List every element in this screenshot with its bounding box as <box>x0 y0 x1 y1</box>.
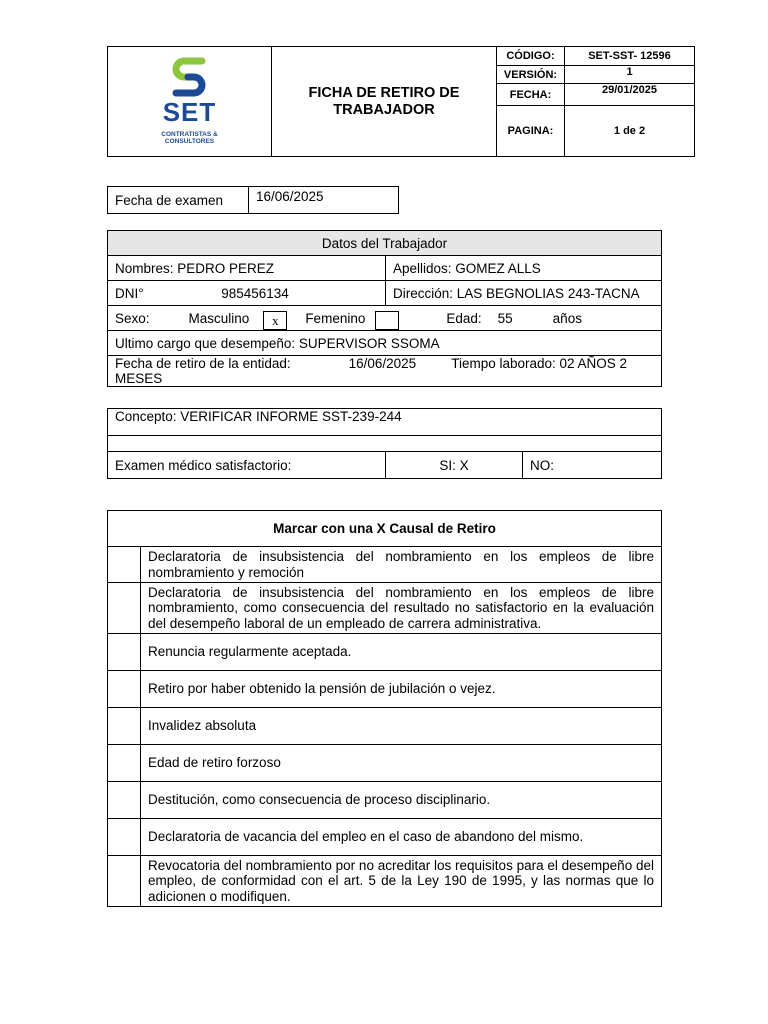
examen-medico-label: Examen médico satisfactorio: <box>108 452 386 479</box>
causal-item-8: Declaratoria de vacancia del empleo en el caso de abandono del mismo. <box>141 819 662 856</box>
company-logo <box>150 55 230 145</box>
causal-checkbox-4[interactable] <box>108 671 141 708</box>
fecha-value: 29/01/2025 <box>565 84 695 106</box>
dni-label: DNI° <box>115 285 144 301</box>
causal-title: Marcar con una X Causal de Retiro <box>108 511 662 547</box>
edad-value[interactable]: 55 <box>497 310 513 326</box>
sexo-edad-row <box>108 306 662 331</box>
logo-cell <box>108 47 272 157</box>
causal-checkbox-7[interactable] <box>108 782 141 819</box>
fecha-label: FECHA: <box>497 84 565 106</box>
dni-field[interactable] <box>108 281 386 306</box>
ultimo-cargo-field[interactable]: Ultimo cargo que desempeño: SUPERVISOR SSOMA <box>108 331 662 356</box>
sexo-label: Sexo: <box>115 310 150 326</box>
edad-unit: años <box>552 310 582 326</box>
pagina-label: PAGINA: <box>497 106 565 157</box>
logo-subtitle: CONTRATISTAS & CONSULTORES <box>161 131 218 145</box>
tiempo-laborado-cont: MESES <box>115 371 163 386</box>
causal-checkbox-6[interactable] <box>108 745 141 782</box>
causal-retiro-table <box>107 510 662 907</box>
causal-item-2: Declaratoria de insubsistencia del nombramiento en los empleos de libre nombramiento, como consecuencia del resultado no satisfactorio en la evaluación del desempeño laboral de un empleado de carrera administrativa. <box>141 583 662 634</box>
causal-item-3: Renuncia regularmente aceptada. <box>141 634 662 671</box>
examen-no-option[interactable]: NO: <box>523 452 662 479</box>
codigo-label: CÓDIGO: <box>497 47 565 66</box>
dni-value: 985456134 <box>221 285 289 301</box>
nombres-field[interactable]: Nombres: PEDRO PEREZ <box>108 256 386 281</box>
causal-checkbox-8[interactable] <box>108 819 141 856</box>
concepto-field[interactable]: Concepto: VERIFICAR INFORME SST-239-244 <box>108 409 662 436</box>
exam-date-table <box>107 186 399 214</box>
masculino-checkbox[interactable]: x <box>263 311 287 330</box>
worker-data-header: Datos del Trabajador <box>108 231 662 256</box>
examen-si-option[interactable]: SI: X <box>386 452 523 479</box>
causal-checkbox-9[interactable] <box>108 856 141 907</box>
fecha-retiro-value[interactable]: 16/06/2025 <box>348 356 417 371</box>
causal-checkbox-2[interactable] <box>108 583 141 634</box>
causal-item-9: Revocatoria del nombramiento por no acreditar los requisitos para el desempeño del empleo, de conformidad con el art. 5 de la Ley 190 de 1995, y las normas que lo adicionen o modifiquen. <box>141 856 662 907</box>
logo-s-icon <box>172 57 208 99</box>
worker-data-table <box>107 230 662 387</box>
version-label: VERSIÓN: <box>497 66 565 84</box>
logo-brand-text: SET <box>162 97 217 127</box>
causal-item-7: Destitución, como consecuencia de proceso disciplinario. <box>141 782 662 819</box>
masculino-label: Masculino <box>188 310 250 326</box>
document-header <box>107 46 695 157</box>
apellidos-field[interactable]: Apellidos: GOMEZ ALLS <box>386 256 662 281</box>
document-title: FICHA DE RETIRO DE TRABAJADOR <box>272 47 497 157</box>
causal-item-6: Edad de retiro forzoso <box>141 745 662 782</box>
concepto-blank-row[interactable] <box>108 436 662 452</box>
causal-item-1: Declaratoria de insubsistencia del nombramiento en los empleos de libre nombramiento y remoción <box>141 547 662 583</box>
causal-checkbox-1[interactable] <box>108 547 141 583</box>
codigo-value: SET-SST- 12596 <box>565 47 695 66</box>
tiempo-laborado[interactable]: Tiempo laborado: 02 AÑOS 2 <box>451 356 628 371</box>
exam-date-label: Fecha de examen <box>108 187 249 214</box>
direccion-field[interactable]: Dirección: LAS BEGNOLIAS 243-TACNA <box>386 281 662 306</box>
fecha-retiro-row <box>108 356 662 387</box>
causal-checkbox-5[interactable] <box>108 708 141 745</box>
concepto-table <box>107 408 662 479</box>
pagina-value: 1 de 2 <box>565 106 695 157</box>
causal-item-5: Invalidez absoluta <box>141 708 662 745</box>
femenino-label: Femenino <box>305 310 366 326</box>
edad-label: Edad: <box>446 310 482 326</box>
fecha-retiro-label: Fecha de retiro de la entidad: <box>115 356 291 371</box>
version-value: 1 <box>565 66 695 84</box>
causal-checkbox-3[interactable] <box>108 634 141 671</box>
femenino-checkbox[interactable] <box>375 311 399 330</box>
exam-date-field[interactable]: 16/06/2025 <box>249 187 399 214</box>
causal-item-4: Retiro por haber obtenido la pensión de jubilación o vejez. <box>141 671 662 708</box>
